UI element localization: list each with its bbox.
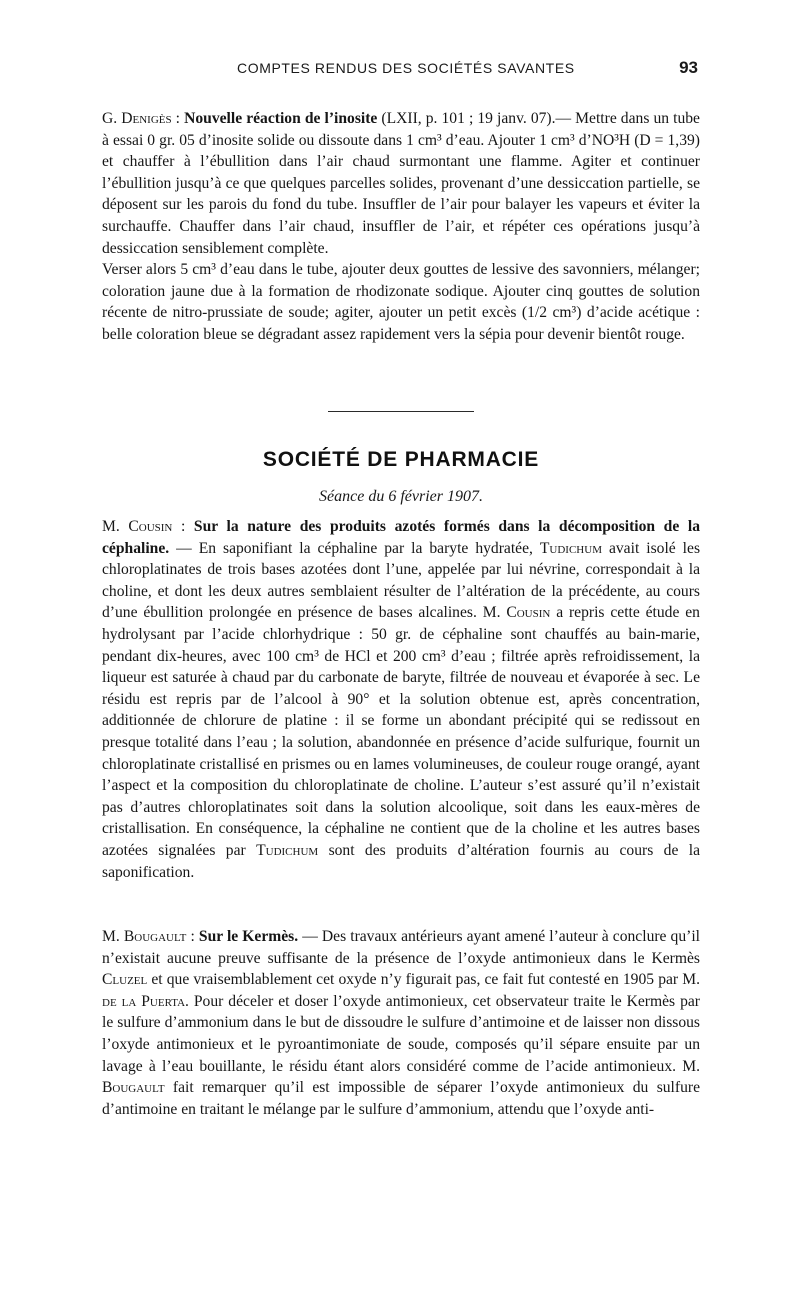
author-name: Cousin	[128, 518, 173, 535]
paragraph: Verser alors 5 cm³ d’eau dans le tube, ajouter deux gouttes de lessive des savonniers, mélanger; coloration jaune due à la formation de rhodizonate sodique. Ajouter cinq gouttes de solution récente de nitro-prussiate de soude; agiter, ajouter un petit excès (1/2 cm³) d’acide acétique : belle coloration bleue se dégradant assez rapidement vers la sépia pour devenir bientôt rouge.	[102, 261, 700, 343]
author-separator: :	[171, 110, 185, 127]
paragraph-text: fait remarquer qu’il est impossible de séparer l’oxyde antimonieux du sulfure d’antimoine en traitant le mélange par le sulfure d’ammonium, attendu que l’oxyde anti-	[102, 1079, 700, 1118]
article-title: Sur la nature des produits azotés formés dans la décomposition de la céphaline.	[102, 518, 700, 557]
cited-name: Cousin	[506, 604, 551, 622]
paragraph	[102, 926, 700, 1120]
paragraph	[102, 108, 700, 259]
article-deniges	[102, 108, 700, 346]
page-number: 93	[679, 58, 698, 77]
cited-name: de la Puerta	[102, 992, 186, 1010]
paragraph-text: En saponifiant la céphaline par la baryte hydratée,	[198, 539, 540, 557]
author-prefix: M.	[102, 518, 129, 535]
author-separator: :	[172, 518, 194, 535]
dash: —	[169, 539, 199, 557]
author-name: G. Denigès	[102, 110, 172, 127]
running-head	[102, 58, 702, 82]
article-cousin	[102, 516, 700, 883]
running-title: COMPTES RENDUS DES SOCIÉTÉS SAVANTES	[237, 60, 575, 76]
cited-name: Bougault	[102, 1079, 165, 1097]
cited-name: Tudichum	[256, 841, 319, 859]
dash: —	[298, 928, 322, 945]
section-divider	[328, 411, 474, 412]
paragraph-text: avait isolé les chloroplatinates de trois bases azotées dont l’une, appelée par lui névrine, correspondait à la choline, et dont les deux autres semblaient résulter de l’altération de la précédente, au cours d’une ébullition prolongée en présence de bases alcalines. M.	[102, 539, 701, 622]
cited-name: Tudichum	[539, 539, 602, 557]
author-prefix: M.	[102, 928, 124, 945]
paragraph	[102, 516, 700, 883]
session-date: Séance du 6 février 1907.	[319, 488, 483, 505]
article-reference: (LXII, p. 101 ; 19 janv. 07).—	[377, 110, 576, 127]
cited-name: Cluzel	[102, 971, 148, 989]
paragraph-text: a repris cette étude en hydrolysant par l’acide chlorhydrique : 50 gr. de céphaline sont chauffés au bain-marie, pendant dix-heures, avec 100 cm³ de HCl et 200 cm³ d’eau ; filtrée après refroidissement, la liqueur est saturée à chaud par du carbonate de baryte, filtrée de nouveau et évaporée à sec. Le résidu est repris par de l’alcool à 90° et la solution obtenue est, après concentration, additionnée de chlorure de platine : il se forme un abondant précipité qui se redissout en presque totalité dans l’eau ; la solution, abandonnée en présence d’acide sulfurique, fournit un chloroplatinate cristallisé en prismes ou en lames volumineuses, de couleur rouge orangé, ayant l’aspect et la composition du chloroplatinate de choline. L’auteur s’est assuré qu’il n’existait pas d’autres chloroplatinates soit dans la solution alcoolique, soit dans les eaux-mères de cristallisation. En conséquence, la céphaline ne contient que de la choline et les autres bases azotées signalées par	[102, 604, 700, 859]
section-heading: SOCIÉTÉ DE PHARMACIE	[262, 448, 540, 471]
paragraph-text: Mettre dans un tube à essai 0 gr. 05 d’inosite solide ou dissoute dans 1 cm³ d’eau. Ajouter 1 cm³ d’NO³H (D = 1,39) et chauffer à l’ébullition dans l’air chaud surmontant une flamme. Agiter et continuer l’ébullition jusqu’à ce que quelques parcelles solides, provenant d’une dessiccation partielle, se déposent sur les parois du fond du tube. Insuffler de l’air pour balayer les vapeurs et éviter la surchauffe. Chauffer dans l’air chaud, insuffler de l’air, et répéter ces opérations jusqu’à dessiccation sensiblement complète.	[102, 110, 700, 257]
paragraph-text: Des travaux antérieurs ayant amené l’auteur à conclure qu’il n’existait aucune preuve suffisante de la présence de l’oxyde antimonieux dans le Kermès	[102, 928, 701, 967]
article-bougault	[102, 926, 700, 1120]
paragraph-text: sont des produits d’altération fournis au cours de la saponification.	[102, 841, 700, 881]
paragraph-text: . Pour déceler et doser l’oxyde antimonieux, cet observateur traite le Kermès par le sulfure d’ammonium dans le but de dissoudre le sulfure d’antimoine et de laisser non dissous l’oxyde antimonieux et le pyroantimoniate de soude, composés qu’il sépare ensuite par un lavage à l’eau bouillante, le résidu étant alors considéré comme de l’acide antimonieux. M.	[102, 992, 700, 1075]
paragraph-text: et que vraisemblablement cet oxyde n’y figurait pas, ce fait fut contesté en 1905 par M.	[147, 971, 700, 989]
author-separator: :	[186, 928, 199, 945]
article-title: Nouvelle réaction de l’inosite	[184, 110, 378, 127]
author-name: Bougault	[123, 928, 187, 945]
article-title: Sur le Kermès.	[198, 928, 299, 945]
